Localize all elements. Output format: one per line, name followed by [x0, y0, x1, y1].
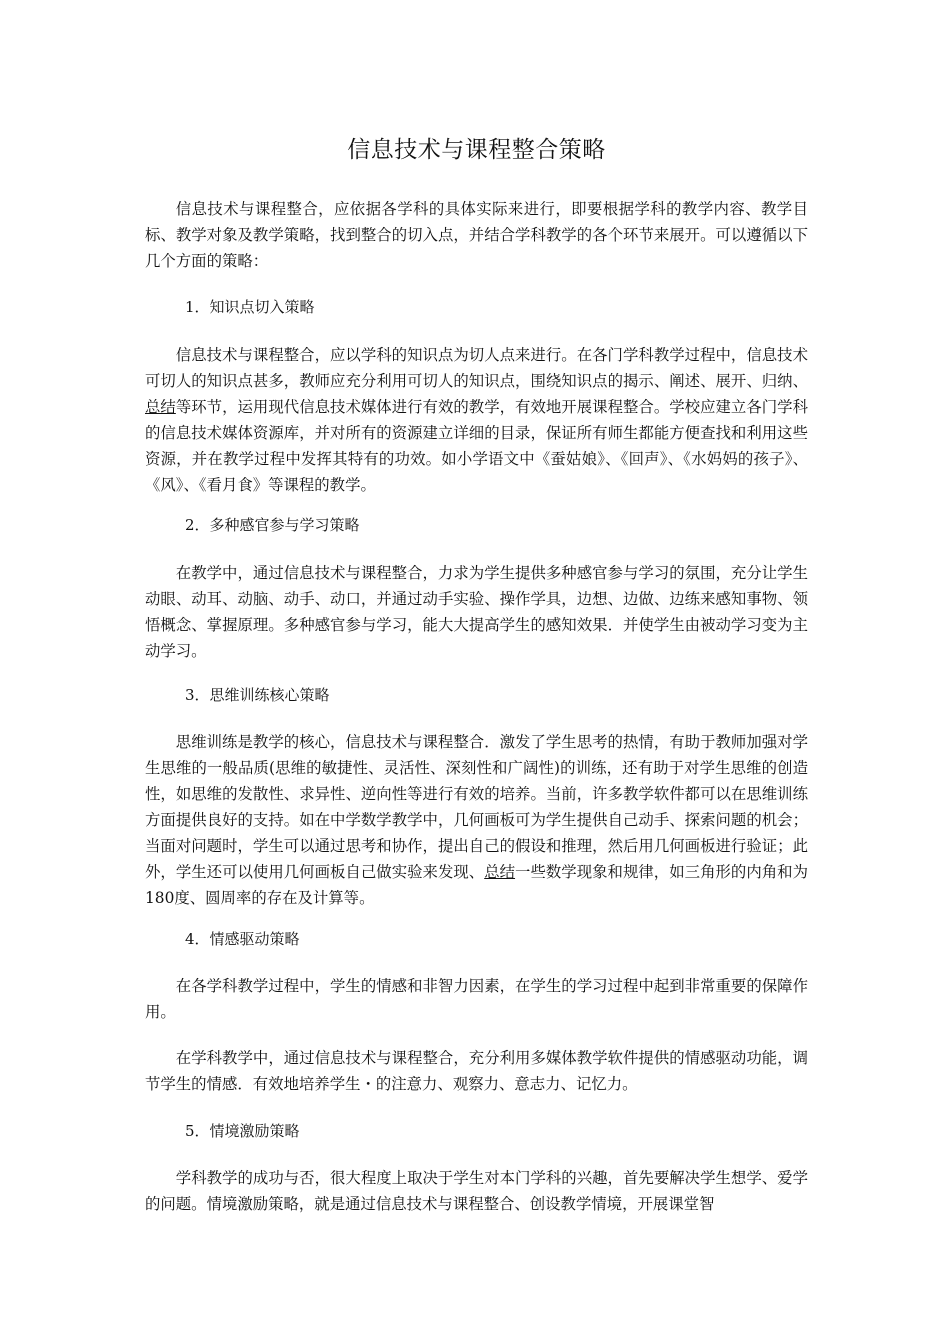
section-2-paragraph: 在教学中，通过信息技术与课程整合，力求为学生提供多种感官参与学习的氛围，充分让学生动眼、动耳、动脑、动手、动口，并通过动手实验、操作学具，边想、边做、边练来感知事物、领悟概念、掌握原理。多种感官参与学习，能大大提高学生的感知效果．并使学生由被动学习变为主动学习。	[145, 564, 808, 660]
section-4-paragraph-1: 在各学科教学过程中，学生的情感和非智力因素，在学生的学习过程中起到非常重要的保障作用。	[145, 977, 808, 1021]
section-4-heading: 4．情感驱动策略	[185, 930, 300, 948]
document-title: 信息技术与课程整合策略	[347, 137, 606, 163]
section-3-paragraph	[145, 729, 808, 911]
summary-link[interactable]: 总结	[145, 398, 176, 416]
section-4-paragraph-2: 在学科教学中，通过信息技术与课程整合，充分利用多媒体教学软件提供的情感驱动功能，调节学生的情感．有效地培养学生・的注意力、观察力、意志力、记忆力。	[145, 1049, 808, 1093]
section-2-heading: 2．多种感官参与学习策略	[185, 516, 360, 534]
section-1-text-a: 信息技术与课程整合，应以学科的知识点为切人点来进行。在各门学科教学过程中，信息技术可切人的知识点甚多，教师应充分利用可切人的知识点，围绕知识点的揭示、阐述、展开、归纳、	[145, 346, 808, 390]
section-5-heading: 5．情境激励策略	[185, 1122, 300, 1140]
section-1-text-b: 等环节，运用现代信息技术媒体进行有效的教学，有效地开展课程整合。学校应建立各门学科的信息技术媒体资源库，并对所有的资源建立详细的目录，保证所有师生都能方便查找和利用这些资源，并在教学过程中发挥其特有的功效。如小学语文中《蚕姑娘》、《回声》、《水妈妈的孩子》、《风》、《看月食》等课程的教学。	[145, 398, 808, 494]
summary-link[interactable]: 总结	[484, 863, 516, 881]
section-3-text-a: 思维训练是教学的核心，信息技术与课程整合．激发了学生思考的热情，有助于教师加强对学生思维的一般品质(思维的敏捷性、灵活性、深刻性和广阔性)的训练，还有助于对学生思维的创造性，如思维的发散性、求异性、逆向性等进行有效的培养。当前，许多教学软件都可以在思维训练方面提供良好的支持。如在中学数学教学中，几何画板可为学生提供自己动手、探索问题的机会；当面对问题时，学生可以通过思考和协作，提出自己的假设和推理，然后用几何画板进行验证；此外，学生还可以使用几何画板自己做实验来发现、	[145, 733, 808, 881]
section-5-paragraph: 学科教学的成功与否，很大程度上取决于学生对本门学科的兴趣，首先要解决学生想学、爱学的问题。情境激励策略，就是通过信息技术与课程整合、创设教学情境，开展课堂智	[145, 1169, 808, 1213]
section-3-heading: 3．思维训练核心策略	[185, 686, 330, 704]
section-3-text-b: 一些数学现象和规律，如三角形的内角和为180度、圆周率的存在及计算等。	[145, 863, 808, 907]
section-1-paragraph	[145, 342, 808, 498]
section-1-heading: 1．知识点切入策略	[185, 298, 315, 316]
intro-paragraph: 信息技术与课程整合，应依据各学科的具体实际来进行，即要根据学科的教学内容、教学目标、教学对象及教学策略，找到整合的切入点，并结合学科教学的各个环节来展开。可以遵循以下几个方面的策略：	[145, 200, 808, 270]
